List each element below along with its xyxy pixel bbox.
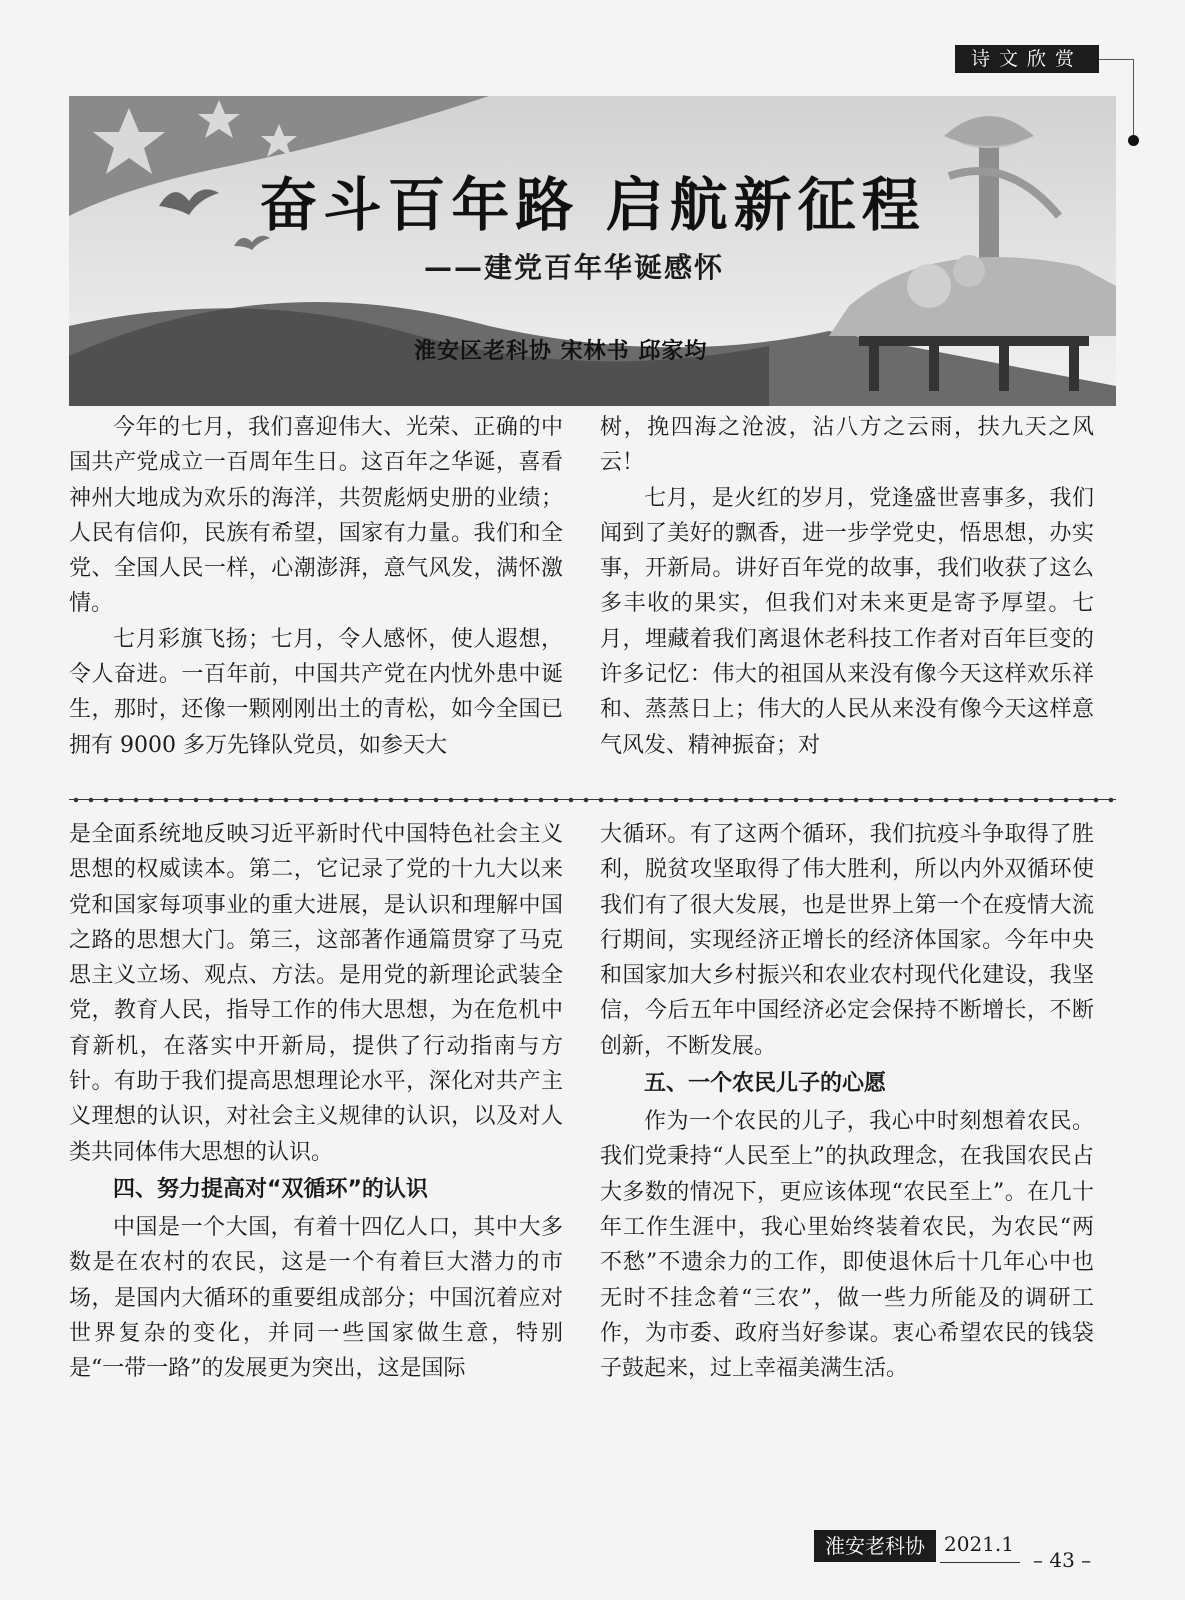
section-tag: 诗文欣赏 <box>955 45 1099 73</box>
column-top-right <box>600 410 1094 763</box>
column-top-left <box>69 410 563 763</box>
column-bottom-left <box>69 817 563 1386</box>
paragraph: 今年的七月，我们喜迎伟大、光荣、正确的中国共产党成立一百周年生日。这百年之华诞，喜看神州大地成为欢乐的海洋，共贺彪炳史册的业绩；人民有信仰，民族有希望，国家有力量。我们和全党、全国人民一样，心潮澎湃，意气风发，满怀激情。 <box>69 415 563 617</box>
paragraph: 是全面系统地反映习近平新时代中国特色社会主义思想的权威读本。第二，它记录了党的十九大以来党和国家每项事业的重大进展，是认识和理解中国之路的思想大门。第三，这部著作通篇贯穿了马克思主义立场、观点、方法。是用党的新理论武装全党，教育人民，指导工作的伟大思想，为在危机中育新机，在落实中开新局，提供了行动指南与方针。有助于我们提高思想理论水平，深化对共产主义理想的认识，对社会主义规律的认识，以及对人类共同体伟大思想的认识。 <box>69 822 563 1165</box>
section-heading: 五、一个农民儿子的心愿 <box>644 1071 887 1097</box>
title-banner <box>69 96 1116 406</box>
tag-connector-vline <box>1133 59 1134 141</box>
dotted-divider <box>69 793 1116 807</box>
section-heading: 四、努力提高对“双循环”的认识 <box>113 1176 428 1202</box>
issue-underline <box>940 1562 1020 1563</box>
article-title: 奋斗百年路 启航新征程 <box>259 171 926 239</box>
page-number: – 43 – <box>1033 1548 1092 1572</box>
journal-name: 淮安老科协 <box>814 1530 936 1562</box>
tag-connector-line <box>1099 59 1133 60</box>
article-subtitle: ——建党百年华诞感怀 <box>424 251 725 284</box>
paragraph: 大循环。有了这两个循环，我们抗疫斗争取得了胜利，脱贫攻坚取得了伟大胜利，所以内外双循环使我们有了很大发展，也是世界上第一个在疫情大流行期间，实现经济正增长的经济体国家。今年中央和国家加大乡村振兴和农业农村现代化建设，我坚信，今后五年中国经济必定会保持不断增长，不断创新，不断发展。 <box>600 822 1094 1059</box>
paragraph: 树，挽四海之沧波，沾八方之云雨，扶九天之风云！ <box>600 415 1094 476</box>
column-bottom-right <box>600 817 1094 1386</box>
issue-number: 2021.1 <box>944 1532 1014 1556</box>
paragraph: 七月彩旗飞扬；七月，令人感怀，使人遐想，令人奋进。一百年前，中国共产党在内忧外患中诞生，那时，还像一颗刚刚出土的青松，如今全国已拥有 9000 多万先锋队党员，如参天大 <box>69 626 563 758</box>
article-authors: 淮安区老科协 宋林书 邱家均 <box>414 339 708 364</box>
paragraph: 中国是一个大国，有着十四亿人口，其中大多数是在农村的农民，这是一个有着巨大潜力的市场，是国内大循环的重要组成部分；中国沉着应对世界复杂的变化，并同一些国家做生意，特别是“一带一路”的发展更为突出，这是国际 <box>69 1214 563 1382</box>
paragraph: 作为一个农民的儿子，我心中时刻想着农民。我们党秉持“人民至上”的执政理念，在我国农民占大多数的情况下，更应该体现“农民至上”。在几十年工作生涯中，我心里始终装着农民，为农民“两不愁”不遗余力的工作，即使退休后十几年心中也无时不挂念着“三农”，做一些力所能及的调研工作，为市委、政府当好参谋。衷心希望农民的钱袋子鼓起来，过上幸福美满生活。 <box>600 1109 1094 1382</box>
paragraph: 七月，是火红的岁月，党逢盛世喜事多，我们闻到了美好的飘香，进一步学党史，悟思想，办实事，开新局。讲好百年党的故事，我们收获了这么多丰收的果实，但我们对未来更是寄予厚望。七月，埋藏着我们离退休老科技工作者对百年巨变的许多记忆：伟大的祖国从来没有像今天这样欢乐祥和、蒸蒸日上；伟大的人民从来没有像今天这样意气风发、精神振奋；对 <box>600 485 1094 758</box>
tag-dot <box>1128 135 1139 146</box>
